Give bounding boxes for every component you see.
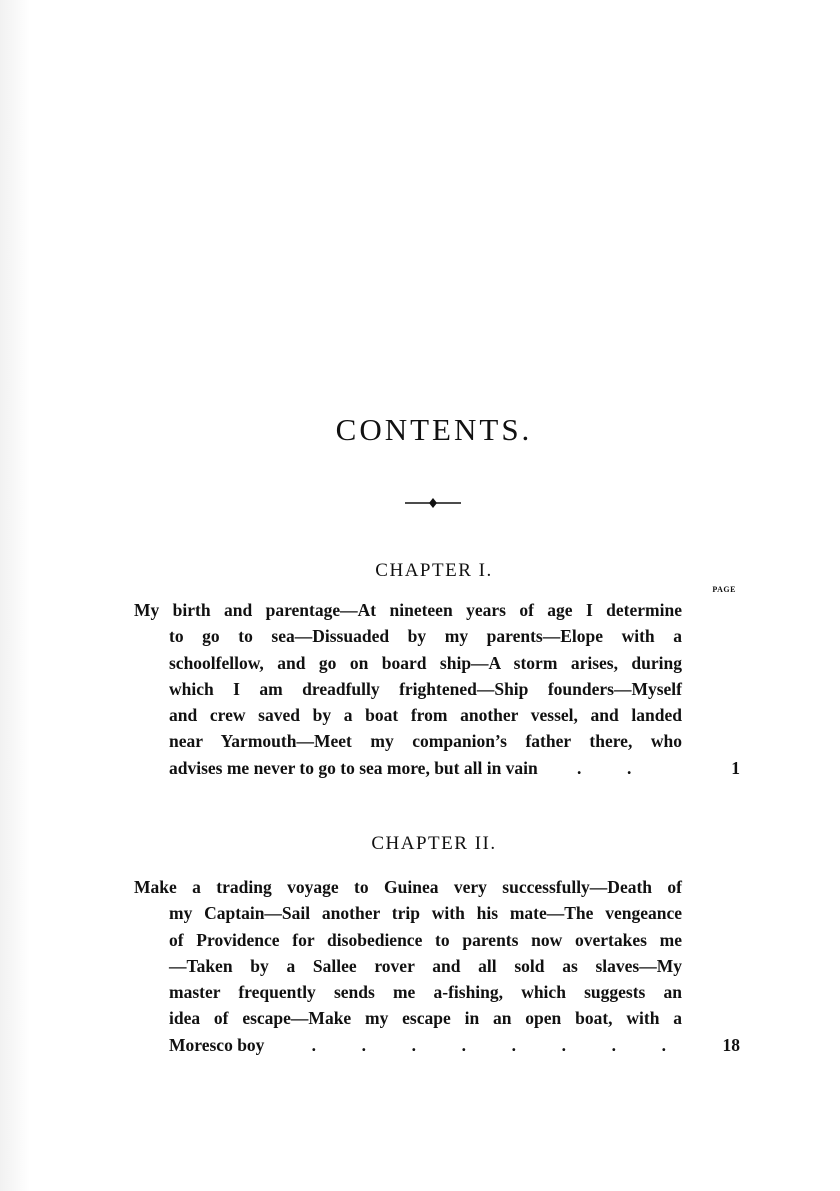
summary-line: master frequently sends me a-fishing, which suggests an (169, 982, 682, 1003)
summary-line: schoolfellow, and go on board ship—A storm arises, during (169, 652, 682, 673)
page-column-label: PAGE (712, 585, 736, 594)
summary-line: Make a trading voyage to Guinea very successfully—Death of (134, 877, 682, 897)
summary-line: which I am dreadfully frightened—Ship founders—Myself (169, 678, 682, 699)
chapter-2-summary (134, 874, 682, 1058)
dot-leader: . . (576, 757, 632, 778)
summary-last-line (134, 1032, 682, 1058)
summary-line: —Taken by a Sallee rover and all sold as slaves—My (169, 955, 682, 976)
chapter-1-page-number: 1 (731, 758, 740, 778)
summary-last-line (134, 755, 682, 781)
summary-line: idea of escape—Make my escape in an open boat, with a (169, 1008, 682, 1029)
summary-line: Moresco boy (169, 1034, 265, 1055)
chapter-heading: CHAPTER I. (375, 560, 493, 581)
title-ornament (405, 495, 461, 511)
chapter-heading: CHAPTER II. (371, 833, 497, 854)
chapter-2-page-number: 18 (722, 1035, 740, 1055)
chapter-1-summary (134, 597, 682, 781)
dot-leader: . . . . . . . . (311, 1034, 666, 1055)
summary-line: my Captain—Sail another trip with his mate—The vengeance (169, 903, 682, 924)
summary-line: My birth and parentage—At nineteen years of age I determine (134, 600, 682, 620)
summary-line: near Yarmouth—Meet my companion’s father there, who (169, 731, 682, 752)
contents-title: CONTENTS. (335, 412, 533, 447)
page-edge-shadow (0, 0, 30, 1191)
summary-line: to go to sea—Dissuaded by my parents—Elope with a (169, 626, 682, 647)
summary-line: of Providence for disobedience to parents now overtakes me (169, 929, 682, 950)
summary-line: and crew saved by a boat from another vessel, and landed (169, 705, 682, 726)
summary-line: advises me never to go to sea more, but all in vain (169, 757, 538, 778)
